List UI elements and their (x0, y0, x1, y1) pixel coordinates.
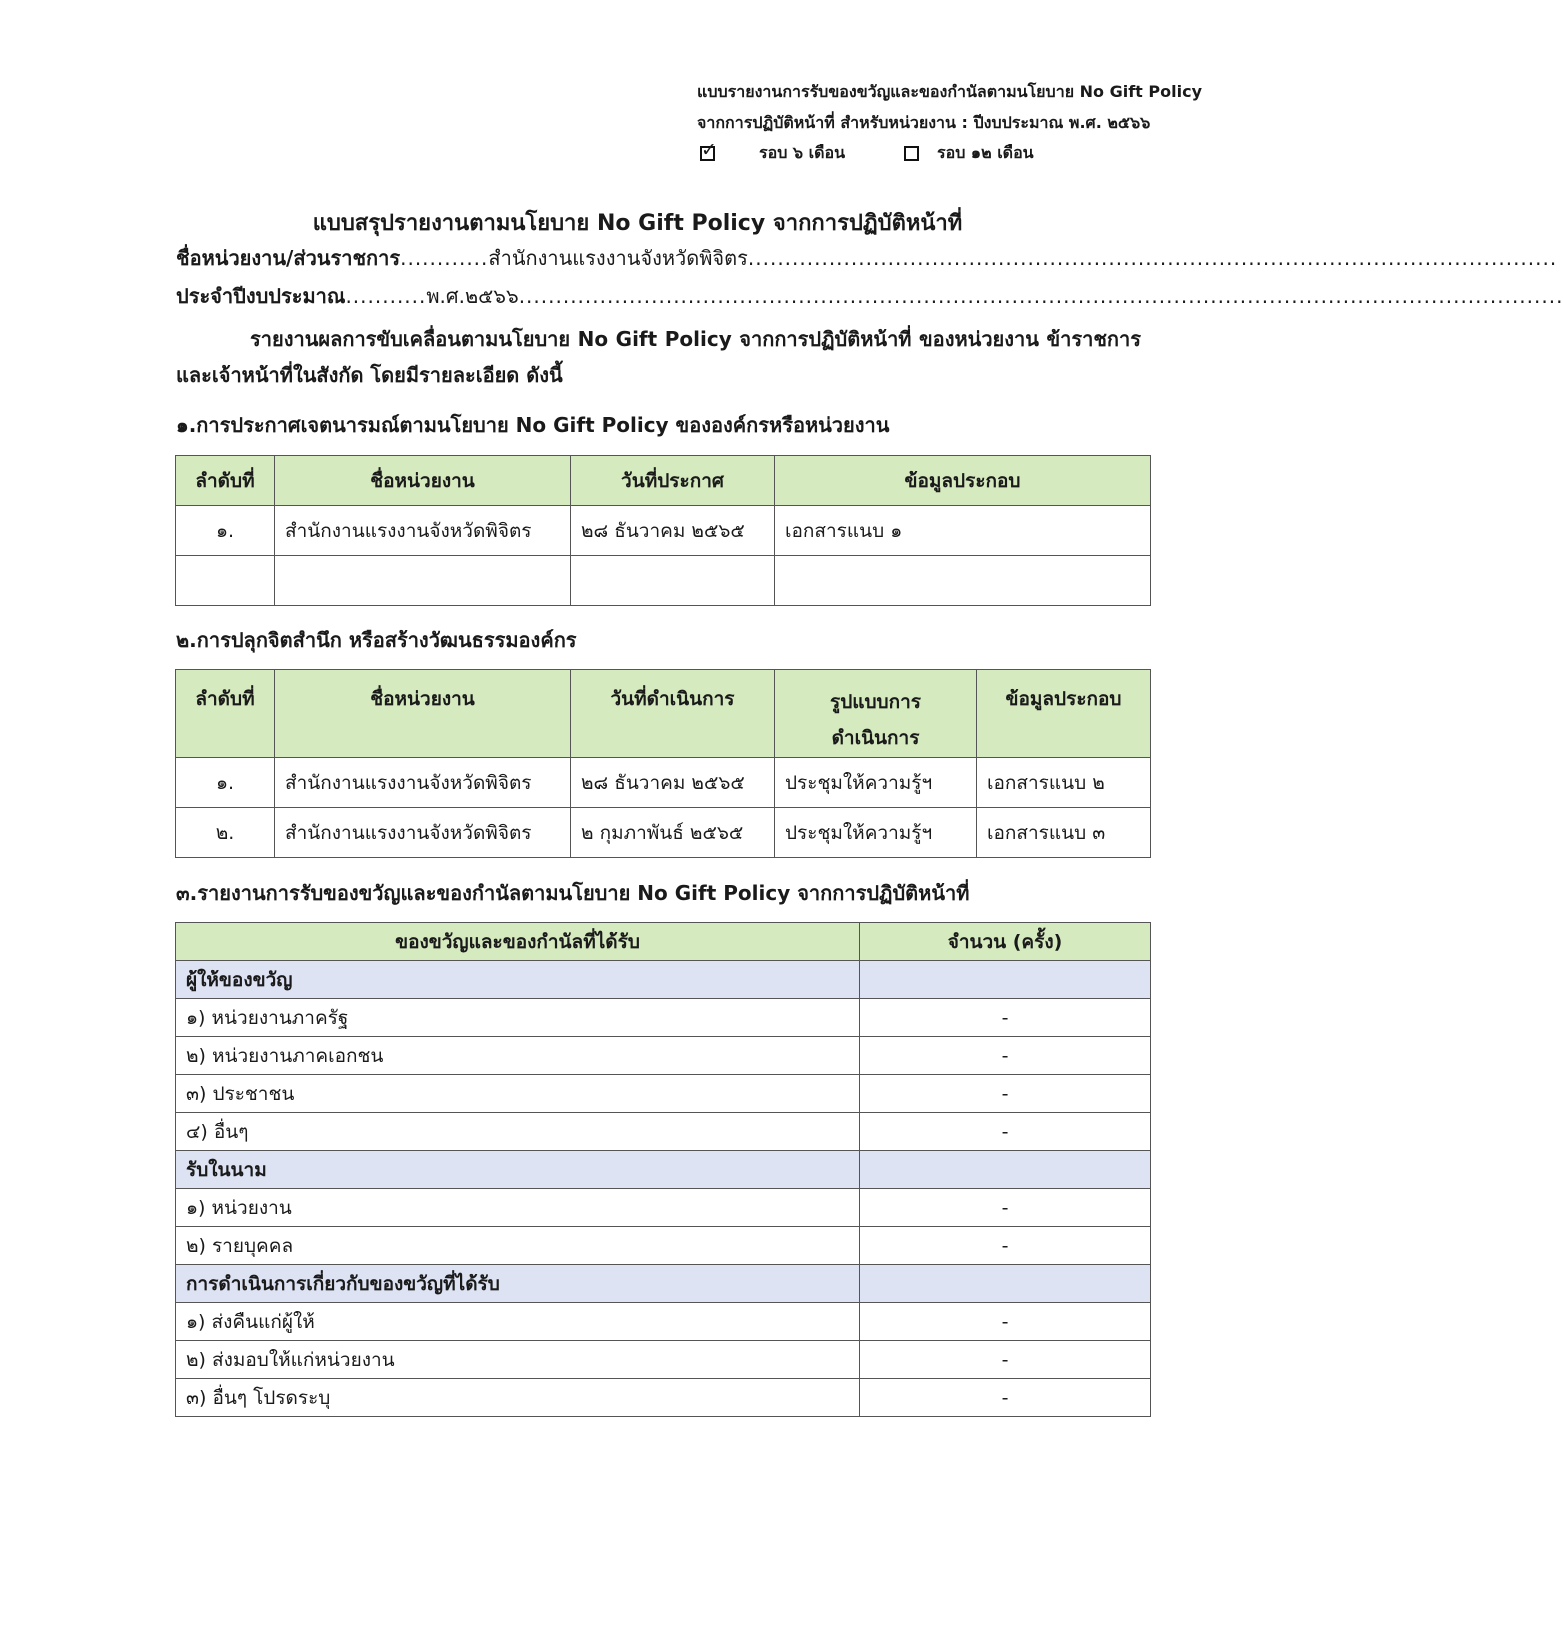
table-row (176, 556, 1151, 606)
table-row (176, 1303, 1151, 1341)
fiscal-year-value: พ.ศ.๒๕๖๖ (426, 284, 519, 308)
form-header-line-1: แบบรายงานการรับของขวัญและของกำนัลตามนโยบาย No Gift Policy (697, 82, 1202, 101)
round-12-label: รอบ ๑๒ เดือน (937, 143, 1034, 162)
item-label: ๒) หน่วยงานภาคเอกชน (176, 1037, 860, 1075)
section-2-table (175, 669, 1151, 858)
agency-value: สำนักงานแรงงานจังหวัดพิจิตร (488, 246, 748, 270)
table-row (176, 808, 1151, 858)
table-cell: เอกสารแนบ ๑ (775, 506, 1151, 556)
page-title: แบบสรุปรายงานตามนโยบาย No Gift Policy จากการปฏิบัติหน้าที่ (312, 211, 963, 236)
count-cell (860, 1265, 1151, 1303)
intro-paragraph: รายงานผลการขับเคลื่อนตามนโยบาย No Gift Policy จากการปฏิบัติหน้าที่ ของหน่วยงาน ข้าราชการ และเจ้าหน้าที่ในสังกัด โดยมีรายละเอียด ดังนี้ (176, 327, 1141, 387)
table-group-row (176, 1151, 1151, 1189)
section-2-heading: ๒.การปลุกจิตสำนึก หรือสร้างวัฒนธรรมองค์กร (176, 628, 577, 652)
fiscal-year-field: ประจำปีงบประมาณ...........พ.ศ.๒๕๖๖.............................................................................................................................................. (176, 284, 1563, 308)
count-cell: - (860, 1113, 1151, 1151)
group-label: ผู้ให้ของขวัญ (176, 961, 860, 999)
table-cell: ๒ กุมภาพันธ์ ๒๕๖๕ (571, 808, 775, 858)
table-row (176, 1113, 1151, 1151)
count-cell: - (860, 1075, 1151, 1113)
item-label: ๒) ส่งมอบให้แก่หน่วยงาน (176, 1341, 860, 1379)
column-header: วันที่ประกาศ (571, 456, 775, 506)
column-header: ชื่อหน่วยงาน (275, 670, 571, 758)
count-cell: - (860, 1227, 1151, 1265)
section-3-table (175, 922, 1151, 1417)
column-header: ข้อมูลประกอบ (775, 456, 1151, 506)
table-cell: ประชุมให้ความรู้ฯ (775, 808, 977, 858)
agency-field: ชื่อหน่วยงาน/ส่วนราชการ............สำนักงานแรงงานจังหวัดพิจิตร.............................................................................................................. (176, 246, 1558, 270)
item-label: ๒) รายบุคคล (176, 1227, 860, 1265)
table-row (176, 1341, 1151, 1379)
section-1-heading: ๑.การประกาศเจตนารมณ์ตามนโยบาย No Gift Policy ขององค์กรหรือหน่วยงาน (176, 413, 890, 437)
column-header (775, 670, 977, 758)
column-header: จำนวน (ครั้ง) (860, 923, 1151, 961)
checkbox-unchecked-icon[interactable] (904, 146, 919, 161)
table-cell: สำนักงานแรงงานจังหวัดพิจิตร (275, 506, 571, 556)
column-header: ลำดับที่ (176, 670, 275, 758)
table-cell: ๒๘ ธันวาคม ๒๕๖๕ (571, 506, 775, 556)
fiscal-year-label: ประจำปีงบประมาณ (176, 284, 346, 308)
table-header-row (176, 923, 1151, 961)
column-header-line: ดำเนินการ (831, 727, 920, 749)
table-group-row (176, 1265, 1151, 1303)
item-label: ๓) ประชาชน (176, 1075, 860, 1113)
column-header: วันที่ดำเนินการ (571, 670, 775, 758)
table-cell (775, 556, 1151, 606)
item-label: ๔) อื่นๆ (176, 1113, 860, 1151)
item-label: ๑) หน่วยงาน (176, 1189, 860, 1227)
table-cell (176, 556, 275, 606)
section-1-table (175, 455, 1151, 606)
group-label: การดำเนินการเกี่ยวกับของขวัญที่ได้รับ (176, 1265, 860, 1303)
table-row (176, 1379, 1151, 1417)
table-cell: ๑. (176, 506, 275, 556)
table-row (176, 506, 1151, 556)
column-header-line: รูปแบบการ (829, 691, 921, 713)
item-label: ๑) หน่วยงานภาครัฐ (176, 999, 860, 1037)
table-row (176, 999, 1151, 1037)
table-cell (275, 556, 571, 606)
agency-label: ชื่อหน่วยงาน/ส่วนราชการ (176, 246, 401, 270)
count-cell: - (860, 1037, 1151, 1075)
table-cell: เอกสารแนบ ๓ (977, 808, 1151, 858)
column-header: ชื่อหน่วยงาน (275, 456, 571, 506)
round-6-label: รอบ ๖ เดือน (759, 143, 846, 162)
table-cell: ๑. (176, 758, 275, 808)
form-header-line-2: จากการปฏิบัติหน้าที่ สำหรับหน่วยงาน : ปีงบประมาณ พ.ศ. ๒๕๖๖ (697, 113, 1151, 132)
column-header: ลำดับที่ (176, 456, 275, 506)
table-cell: สำนักงานแรงงานจังหวัดพิจิตร (275, 758, 571, 808)
table-row (176, 1075, 1151, 1113)
table-cell: สำนักงานแรงงานจังหวัดพิจิตร (275, 808, 571, 858)
table-cell: ๒. (176, 808, 275, 858)
table-header-row (176, 456, 1151, 506)
count-cell: - (860, 999, 1151, 1037)
table-header-row (176, 670, 1151, 758)
column-header: ของขวัญและของกำนัลที่ได้รับ (176, 923, 860, 961)
item-label: ๓) อื่นๆ โปรดระบุ (176, 1379, 860, 1417)
table-row (176, 1037, 1151, 1075)
count-cell (860, 961, 1151, 999)
count-cell: - (860, 1303, 1151, 1341)
count-cell: - (860, 1341, 1151, 1379)
checkmark-icon: ✓ (701, 139, 717, 161)
table-cell: ประชุมให้ความรู้ฯ (775, 758, 977, 808)
round-12-option[interactable] (904, 141, 1034, 166)
section-3-heading: ๓.รายงานการรับของขวัญและของกำนัลตามนโยบาย No Gift Policy จากการปฏิบัติหน้าที่ (176, 881, 970, 905)
count-cell (860, 1151, 1151, 1189)
item-label: ๑) ส่งคืนแก่ผู้ให้ (176, 1303, 860, 1341)
table-cell: เอกสารแนบ ๒ (977, 758, 1151, 808)
table-cell: ๒๘ ธันวาคม ๒๕๖๕ (571, 758, 775, 808)
table-group-row (176, 961, 1151, 999)
table-row (176, 1227, 1151, 1265)
checkbox-checked-icon[interactable] (700, 139, 717, 161)
table-cell (571, 556, 775, 606)
count-cell: - (860, 1189, 1151, 1227)
count-cell: - (860, 1379, 1151, 1417)
round-6-option[interactable] (700, 141, 845, 166)
table-row (176, 758, 1151, 808)
column-header: ข้อมูลประกอบ (977, 670, 1151, 758)
table-row (176, 1189, 1151, 1227)
group-label: รับในนาม (176, 1151, 860, 1189)
